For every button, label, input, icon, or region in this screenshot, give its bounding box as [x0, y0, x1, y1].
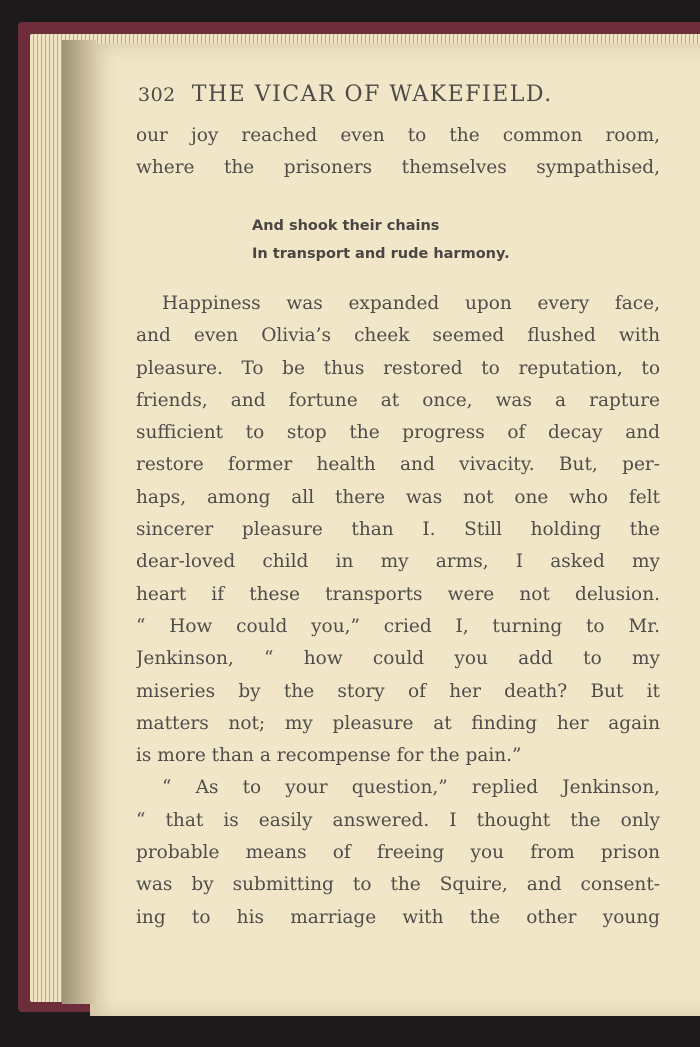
- verse-quotation: [252, 212, 510, 268]
- text-line: our joy reached even to the common room,: [136, 125, 660, 146]
- text-line: pleasure. To be thus restored to reputation, to: [136, 357, 660, 379]
- opening-text: [136, 120, 660, 185]
- text-line: “ that is easily answered. I thought the only: [136, 809, 660, 831]
- text-line: matters not; my pleasure at finding her again: [136, 712, 660, 734]
- verse-line: And shook their chains: [252, 218, 440, 234]
- text-line: “ How could you,” cried I, turning to Mr.: [136, 615, 660, 637]
- running-title: THE VICAR OF WAKEFIELD.: [191, 82, 553, 107]
- text-line: Jenkinson, “ how could you add to my: [136, 648, 660, 670]
- text-line: “ As to your question,” replied Jenkinson,: [162, 777, 660, 799]
- text-line: sufficient to stop the progress of decay and: [136, 422, 660, 444]
- text-line: probable means of freeing you from prison: [136, 842, 660, 864]
- text-line: Happiness was expanded upon every face,: [162, 293, 660, 314]
- text-line: is more than a recompense for the pain.”: [136, 745, 522, 767]
- text-line: miseries by the story of her death? But it: [136, 680, 660, 702]
- text-line: and even Olivia’s cheek seemed flushed with: [136, 325, 660, 347]
- running-head: [138, 82, 678, 116]
- verse-line: In transport and rude harmony.: [252, 246, 510, 262]
- gutter-shadow: [62, 40, 96, 1004]
- text-line: ing to his marriage with the other young: [136, 906, 660, 928]
- text-line: was by submitting to the Squire, and consent-: [136, 874, 660, 896]
- page-number: 302: [138, 84, 176, 106]
- text-line: friends, and fortune at once, was a rapture: [136, 389, 660, 411]
- text-line: dear-loved child in my arms, I asked my: [136, 551, 660, 573]
- text-line: sincerer pleasure than I. Still holding the: [136, 519, 660, 541]
- text-line: haps, among all there was not one who felt: [136, 486, 660, 508]
- text-line: heart if these transports were not delusion.: [136, 583, 660, 605]
- text-line: restore former health and vivacity. But, per-: [136, 454, 660, 476]
- text-line: where the prisoners themselves sympathised,: [136, 157, 660, 179]
- main-text: [136, 288, 660, 934]
